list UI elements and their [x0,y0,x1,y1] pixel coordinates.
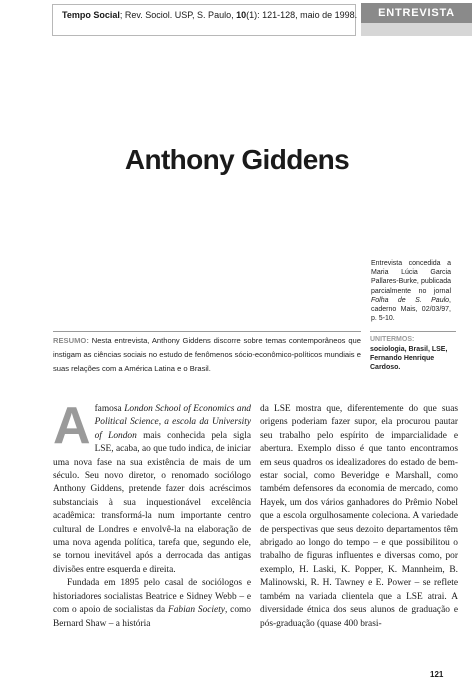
paragraph-2-continued [260,403,458,631]
interview-note-source: , caderno Mais, 02/03/97, p. 5-10. [371,296,451,323]
journal-name: Tempo Social [62,10,120,20]
interview-note [371,259,451,323]
lse-name: London School of Economics and Political Science, a escola da University of London [94,404,251,441]
page-number: 121 [430,670,444,679]
keywords-list: sociologia, Brasil, LSE, Fernando Henrique Cardoso. [370,346,448,371]
section-tab-shadow [361,23,472,36]
body-column-2 [260,403,458,631]
paragraph-2-text: , como Bernard Shaw – a história [53,605,251,629]
journal-citation: ; Rev. Sociol. USP, S. Paulo, [119,10,237,20]
section-label: ENTREVISTA [361,3,472,23]
abstract [53,334,361,377]
keywords-label: UNITERMOS: [370,336,415,343]
paragraph-2-start: Fundada em 1895 pelo casal de sociólogos e historiadores socialistas Beatrice e Sidney Webb – e com o apoio de socialistas da [53,578,251,616]
body-column-1 [53,397,251,631]
paragraph-1-text: mais conhecida pela sigla LSE, acaba, ao que tudo indica, de iniciar uma nova fase na sua existência de mais de um século. Seu novo diretor, o renomado sociólogo Anthony Giddens, pretende fazer dois acréscimos substanciais à sua inquestionável excelência acadêmica: transformá-la num importante centro cultural de Londres e envolvê-la na elaboração de uma nova agenda política, tarefa que, segundo ele, se tornou inevitável após a derrocada das antigas divisões entre esquerda e direita. [53,430,251,575]
abstract-divider [53,331,361,332]
abstract-label: RESUMO: [53,336,89,345]
drop-cap: A [53,397,91,455]
paragraph-2 [53,577,251,631]
journal-issue: (1): 121-128, maio de 1998. [246,10,358,20]
fabian-society: Fabian Society [167,605,225,616]
keywords [370,335,454,372]
journal-volume: 10 [236,10,247,20]
keywords-divider [370,331,456,332]
newspaper-name: Folha de S. Paulo [371,296,450,304]
paragraph-1-start: famosa [94,404,125,414]
abstract-text: Nesta entrevista, Anthony Giddens discorre sobre temas contemporâneos que instigam as ciências sociais no estudo de fenômenos sócio-econômico-políticos mundiais e suas relações com a América Latina e o Brasil. [53,336,361,374]
paragraph-1 [53,397,251,577]
paragraph-2-continued-text: da LSE mostra que, diferentemente do que suas origens poderiam fazer supor, ela procurou pautar seu trabalho pelo espírito de imparcialidade e abertura. Exemplo disso é que tanto encontramos em seus quadros os idealizadores do estado de bem-estar social, como Beveridge e Marshall, como também defensores da economia de mercado, como Hayek, um dos vários ganhadores do Prêmio Nobel que a escola orgulhosamente coleciona. A variedade de perspectivas que seus dezoito departamentos têm abrigado ao longo do tempo – e que possibilitou o trabalho de figuras influentes e diversas como, por exemplo, H. Laski, K. Popper, K. Mannheim, B. Malinowski, R. H. Tawney e E. Power – se reflete também na variada clientela que a LSE atrai. A diversidade étnica dos seus alunos de graduação e pós-graduação (quase 400 brasi- [260,404,458,629]
journal-header [62,10,357,21]
article-title: Anthony Giddens [124,144,350,175]
interview-note-text: Entrevista concedida a Maria Lúcia Garcia Pallares-Burke, publicada parcialmente no jornal [371,260,451,295]
